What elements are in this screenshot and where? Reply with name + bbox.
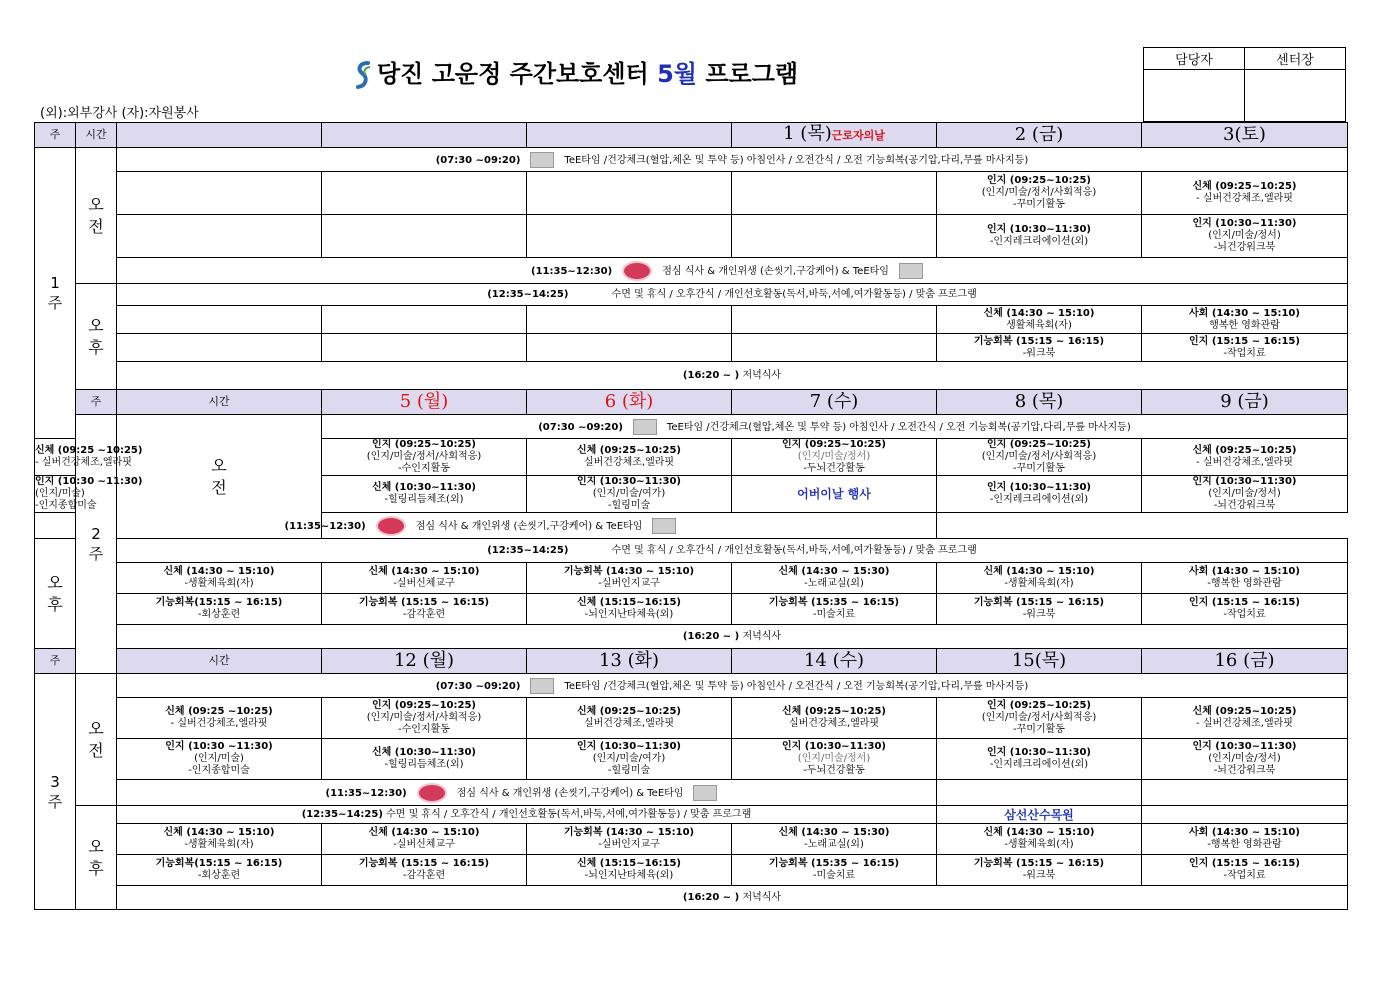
program-cell: 인지 (10:30~11:30) (인지/미술/정서) -뇌건강워크북: [1142, 215, 1348, 258]
empty-cell: [527, 306, 732, 334]
pm-label: 오 후: [76, 806, 117, 910]
program-cell: 사회 (14:30 ~ 15:10) 행복한 영화관람: [1142, 306, 1348, 334]
program-cell: 인지 (10:30~11:30) -인지레크리에이션(외): [937, 739, 1142, 780]
program-cell: 기능회복 (15:15 ~ 16:15) -감각훈련: [322, 855, 527, 886]
pm-label: 오 후: [76, 284, 117, 390]
dinner-routine: (16:20 ~ ) 저녁식사: [117, 625, 1348, 649]
program-cell: 신체 (14:30 ~ 15:10) 생활체육회(자): [937, 306, 1142, 334]
program-cell: 신체 (15:15~16:15) -뇌인지난타체육(외): [527, 594, 732, 625]
program-cell: 인지 (15:15 ~ 16:15) -작업치료: [1142, 855, 1348, 886]
morning-routine: (07:30 ~09:20) TeE타임 /건강체크(혈압,체온 및 투약 등) 아침인사 / 오전간식 / 오전 기능회복(공기압,다리,무릎 마사지등): [117, 674, 1348, 698]
empty-cell: [732, 334, 937, 362]
schedule-table: [34, 122, 1348, 910]
day-header: 9 (금): [1142, 390, 1348, 415]
morning-routine: (07:30 ~09:20) TeE타임 /건강체크(혈압,체온 및 투약 등) 아침인사 / 오전간식 / 오전 기능회복(공기압,다리,무릎 마사지등): [322, 415, 1348, 439]
dinner-routine: (16:20 ~ ) 저녁식사: [117, 362, 1348, 390]
week-label: 3 주: [35, 674, 76, 910]
empty-cell: [527, 172, 732, 215]
program-cell: 인지 (09:25~10:25) (인지/미술/정서/사회적응) -꾸미기활동: [937, 172, 1142, 215]
am-label: 오 전: [76, 674, 117, 806]
page-title: [355, 54, 798, 89]
program-cell: 인지 (15:15 ~ 16:15) -작업치료: [1142, 594, 1348, 625]
empty-cell: [1142, 806, 1348, 824]
director-label: 센터장: [1245, 48, 1346, 70]
program-cell: 인지 (10:30~11:30) (인지/미술/정서) -뇌건강워크북: [1142, 739, 1348, 780]
holiday-note: 근로자의날: [831, 129, 885, 142]
program-cell: 인지 (10:30 ~11:30) (인지/미술) -인지종합미술: [117, 739, 322, 780]
day-header: 7 (수): [732, 390, 937, 415]
lunch-routine: (11:35~12:30) 점심 식사 & 개인위생 (손씻기,구강케어) & TeE타임: [117, 780, 937, 806]
morning-time: (07:30 ~09:20): [435, 154, 521, 166]
program-cell: 기능회복 (14:30 ~ 15:10) -실버인지교구: [527, 824, 732, 855]
title-month: 5월: [657, 60, 697, 88]
day-header: [527, 123, 732, 148]
program-cell: 인지 (10:30~11:30) -인지레크리에이션(외): [937, 476, 1142, 513]
program-cell: 인지 (10:30~11:30) -인지레크리에이션(외): [937, 215, 1142, 258]
title-prefix: 당진 고운정 주간보호센터: [377, 60, 658, 88]
program-cell: 신체 (09:25~10:25) 실버건강체조,엘라핏: [732, 698, 937, 739]
legend: (외):외부강사 (자):자원봉사: [40, 106, 199, 121]
day-header: 13 (화): [527, 649, 732, 674]
meal-icon: [376, 516, 406, 536]
title-suffix: 프로그램: [696, 60, 799, 88]
lunch-time: (11:35~12:30): [531, 265, 613, 277]
time-header: 시간: [76, 123, 117, 148]
program-cell: 인지 (10:30~11:30) (인지/미술/정서) -두뇌건강활동: [732, 739, 937, 780]
day-header: 16 (금): [1142, 649, 1348, 674]
tea-icon: [633, 419, 657, 435]
lunch-routine: (11:35~12:30) 점심 식사 & 개인위생 (손씻기,구강케어) & TeE타임: [35, 513, 937, 539]
tea-icon: [899, 263, 923, 279]
day-header: 5 (월): [322, 390, 527, 415]
day-header: [322, 123, 527, 148]
program-cell: 신체 (09:25~10:25) - 실버건강체조,엘라핏: [1142, 172, 1348, 215]
program-cell: 인지 (09:25~10:25) (인지/미술/정서/사회적응) -꾸미기활동: [937, 698, 1142, 739]
tea-icon: [652, 518, 676, 534]
tea-icon: [530, 678, 554, 694]
day-header: 8 (목): [937, 390, 1142, 415]
program-cell: 기능회복 (14:30 ~ 15:10) -실버인지교구: [527, 563, 732, 594]
pm-label: 오 후: [35, 539, 76, 649]
empty-cell: [732, 172, 937, 215]
program-cell: 기능회복 (15:35 ~ 16:15) -미술치료: [732, 855, 937, 886]
program-cell: 기능회복 (15:15 ~ 16:15) -워크북: [937, 334, 1142, 362]
week-header: 주: [35, 123, 76, 148]
program-cell: 기능회복 (15:15 ~ 16:15) -감각훈련: [322, 594, 527, 625]
program-cell: 신체 (09:25 ~10:25) - 실버건강체조,엘라핏: [35, 439, 76, 476]
program-cell: 신체 (15:15~16:15) -뇌인지난타체육(외): [527, 855, 732, 886]
am-label: 오 전: [76, 148, 117, 284]
program-cell: 신체 (14:30 ~ 15:10) -생활체육회(자): [937, 563, 1142, 594]
program-cell: 신체 (14:30 ~ 15:10) -생활체육회(자): [117, 824, 322, 855]
program-cell: 신체 (14:30 ~ 15:30) -노래교실(외): [732, 563, 937, 594]
empty-cell: [527, 215, 732, 258]
week1-header: [35, 123, 1348, 148]
day-header: 3(토): [1142, 123, 1348, 148]
empty-cell: [117, 306, 322, 334]
director-sign-box[interactable]: [1245, 70, 1346, 122]
week-label: 2 주: [76, 415, 117, 674]
program-cell: 기능회복 (15:15 ~ 16:15) -워크북: [937, 855, 1142, 886]
program-cell: 신체 (10:30~11:30) -힐링리듬체조(외): [322, 476, 527, 513]
program-cell: 신체 (14:30 ~ 15:10) -생활체육회(자): [117, 563, 322, 594]
program-cell: 신체 (09:25~10:25) - 실버건강체조,엘라핏: [1142, 439, 1348, 476]
program-cell: 기능회복 (15:35 ~ 16:15) -미술치료: [732, 594, 937, 625]
empty-cell: [322, 172, 527, 215]
special-event-cell: 어버이날 행사: [732, 476, 937, 513]
week2-header: [35, 390, 1348, 415]
approval-box: [1143, 47, 1346, 122]
tea-icon: [530, 152, 554, 168]
program-cell: 신체 (09:25~10:25) - 실버건강체조,엘라핏: [1142, 698, 1348, 739]
program-cell: 신체 (14:30 ~ 15:30) -노래교실(외): [732, 824, 937, 855]
program-cell: 인지 (15:15 ~ 16:15) -작업치료: [1142, 334, 1348, 362]
empty-cell: [732, 306, 937, 334]
am-label: 오 전: [117, 415, 322, 539]
day-header: 2 (금): [937, 123, 1142, 148]
empty-cell: [322, 334, 527, 362]
day-header: 12 (월): [322, 649, 527, 674]
rest-text: 수면 및 휴식 / 오후간식 / 개인선호활동(독서,바둑,서예,여가활동등) / 맞춤 프로그램: [611, 288, 977, 300]
empty-cell: [1142, 780, 1348, 806]
program-cell: 인지 (10:30~11:30) (인지/미술/여가) -힐링미술: [527, 476, 732, 513]
day-header: 14 (수): [732, 649, 937, 674]
empty-cell: [117, 334, 322, 362]
program-cell: 인지 (09:25~10:25) (인지/미술/정서/사회적응) -수인지활동: [322, 439, 527, 476]
time-header: 시간: [117, 390, 322, 415]
program-cell: 인지 (09:25~10:25) (인지/미술/정서/사회적응) -꾸미기활동: [937, 439, 1142, 476]
program-cell: 기능회복(15:15 ~ 16:15) -회상훈련: [117, 855, 322, 886]
lunch-text: 점심 식사 & 개인위생 (손씻기,구강케어) & TeE타임: [662, 265, 889, 277]
empty-cell: [732, 215, 937, 258]
program-cell: 인지 (10:30 ~11:30) (인지/미술) -인지종합미술: [35, 476, 143, 511]
dinner-routine: (16:20 ~ ) 저녁식사: [117, 886, 1348, 910]
meal-icon: [622, 261, 652, 281]
program-cell: 인지 (09:25~10:25) (인지/미술/정서/사회적응) -수인지활동: [322, 698, 527, 739]
program-cell: 신체 (14:30 ~ 15:10) -생활체육회(자): [937, 824, 1142, 855]
program-cell: 신체 (09:25~10:25) 실버건강체조,엘라핏: [527, 698, 732, 739]
empty-cell: [527, 334, 732, 362]
empty-cell: [937, 780, 1142, 806]
program-cell: 신체 (10:30~11:30) -힐링리듬체조(외): [322, 739, 527, 780]
week-header: 주: [35, 649, 76, 674]
program-cell: 사회 (14:30 ~ 15:10) -행복한 영화관람: [1142, 824, 1348, 855]
empty-cell: [322, 215, 527, 258]
program-cell: 사회 (14:30 ~ 15:10) -행복한 영화관람: [1142, 563, 1348, 594]
day-header: 15(목): [937, 649, 1142, 674]
manager-label: 담당자: [1144, 48, 1245, 70]
morning-text: TeE타임 /건강체크(혈압,체온 및 투약 등) 아침인사 / 오전간식 / 오전 기능회복(공기압,다리,무릎 마사지등): [564, 154, 1029, 166]
day-label: 1 (목): [783, 123, 832, 144]
day-header: 6 (화): [527, 390, 732, 415]
empty-cell: [117, 215, 322, 258]
program-cell: 신체 (14:30 ~ 15:10) -실버신체교구: [322, 824, 527, 855]
rest-routine: (12:35~14:25) 수면 및 휴식 / 오후간식 / 개인선호활동(독서,바둑,서예,여가활동등) / 맞춤 프로그램: [117, 806, 937, 824]
empty-cell: [322, 306, 527, 334]
rest-routine: (12:35~14:25) 수면 및 휴식 / 오후간식 / 개인선호활동(독서,바둑,서예,여가활동등) / 맞춤 프로그램: [117, 539, 1348, 563]
day-header: [117, 123, 322, 148]
empty-cell: [117, 172, 322, 215]
program-cell: 신체 (14:30 ~ 15:10) -실버신체교구: [322, 563, 527, 594]
program-cell: 인지 (09:25~10:25) (인지/미술/정서) -두뇌건강활동: [732, 439, 937, 476]
day-header: [732, 123, 937, 148]
lunch-routine: [117, 258, 1348, 284]
meal-icon: [417, 783, 447, 803]
rest-routine: [117, 284, 1348, 306]
program-cell: 신체 (09:25 ~10:25) - 실버건강체조,엘라핏: [117, 698, 322, 739]
logo-icon: [355, 61, 371, 89]
time-header: 시간: [117, 649, 322, 674]
tea-icon: [693, 785, 717, 801]
program-cell: 인지 (10:30~11:30) (인지/미술/정서) -뇌건강워크북: [1142, 476, 1348, 513]
week-header: 주: [76, 390, 117, 415]
week3-header: [35, 649, 1348, 674]
program-cell: 기능회복(15:15 ~ 16:15) -회상훈련: [117, 594, 322, 625]
program-cell: 기능회복 (15:15 ~ 16:15) -워크북: [937, 594, 1142, 625]
program-cell: 인지 (10:30~11:30) (인지/미술/여가) -힐링미술: [527, 739, 732, 780]
outing-cell: 삼선산수목원: [937, 806, 1142, 824]
manager-sign-box[interactable]: [1144, 70, 1245, 122]
week-label: 1 주: [35, 148, 76, 439]
rest-time: (12:35~14:25): [487, 288, 569, 300]
morning-routine: [117, 148, 1348, 172]
program-cell: 신체 (09:25~10:25) 실버건강체조,엘라핏: [527, 439, 732, 476]
